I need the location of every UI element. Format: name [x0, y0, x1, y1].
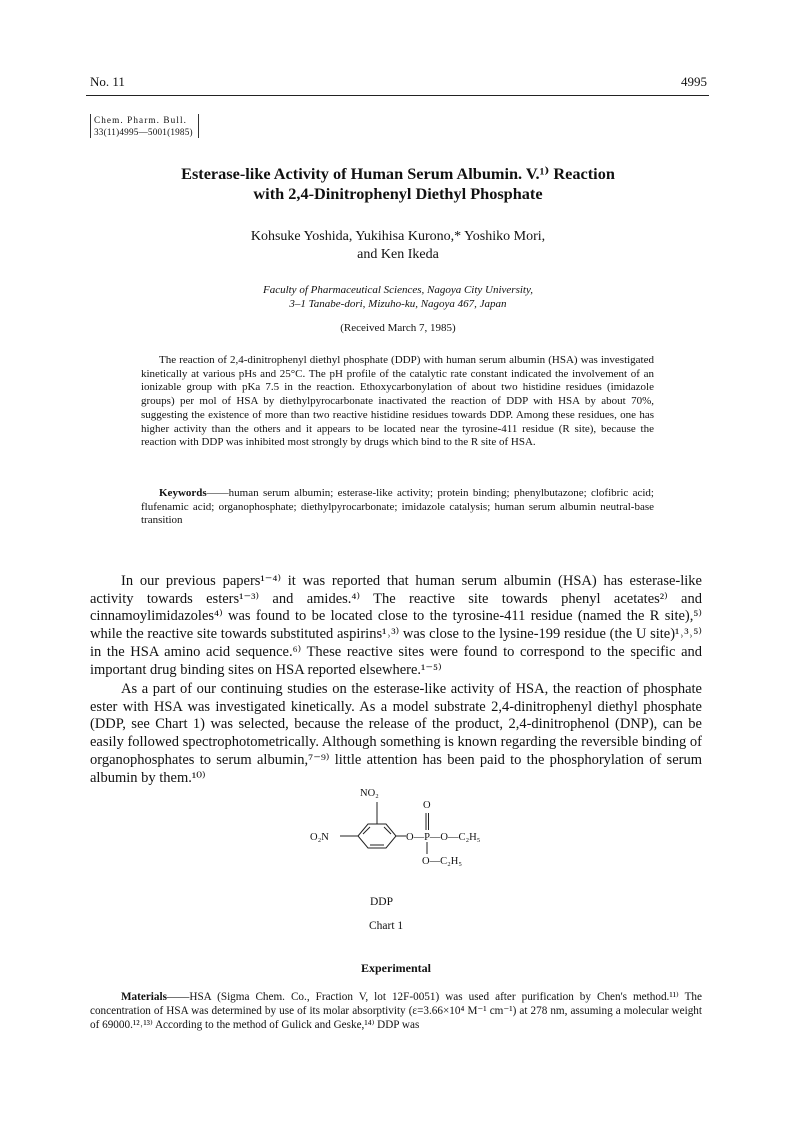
affiliation-line-2: 3–1 Tanabe-dori, Mizuho-ku, Nagoya 467, Japan [289, 298, 507, 310]
keywords-text: ——human serum albumin; esterase-like activity; protein binding; phenylbutazone; clofibric acid; flufenamic acid; organophosphate; diethylpyrocarbonate; imidazole catalysis; human serum albumin neutral-base transition [141, 487, 654, 527]
article-title [88, 164, 708, 204]
ethoxy-label: O—C₂H₅ [422, 856, 462, 867]
received-date: (Received March 7, 1985) [340, 322, 456, 334]
phosphate-chain-label: O—P—O—C₂H₅ [406, 832, 481, 843]
page-number: 4995 [681, 74, 707, 89]
experimental-heading: Experimental [361, 961, 431, 975]
authors-line-2: and Ken Ikeda [357, 247, 439, 262]
header-rule [86, 95, 709, 96]
keywords [141, 487, 654, 528]
materials-label: Materials [121, 991, 167, 1003]
chart-caption: Chart 1 [369, 920, 404, 932]
citation-box [90, 114, 199, 138]
body-paragraph-2: As a part of our continuing studies on the esterase-like activity of HSA, the reaction of phosphate ester with HSA was investigated kinetically. As a model substrate 2,4-dinitrophenyl diethyl phosphate (DDP, see Chart 1) was selected, because the release of the product, 2,4-dinitrophenol (DNP), can be easily followed spectrophotometrically. Although something is known regarding the reversible binding of organophosphates to serum albumin,⁷⁻⁹⁾ little attention has been paid to the phosphorylation of serum albumin by them.¹⁰⁾ [90, 681, 702, 786]
oxo-label: O [423, 800, 431, 811]
citation-volume: 33(11)4995—5001(1985) [94, 127, 193, 137]
no2-label: NO₂ [360, 788, 379, 799]
author-list [88, 228, 708, 264]
title-line-1: Esterase-like Activity of Human Serum Albumin. V.¹⁾ Reaction [181, 164, 615, 183]
citation-journal: Chem. Pharm. Bull. [94, 115, 188, 125]
journal-issue: No. 11 [90, 74, 125, 89]
abstract: The reaction of 2,4-dinitrophenyl diethyl phosphate (DDP) with human serum albumin (HSA) was investigated kinetically at various pHs and 25°C. The pH profile of the catalytic rate constant indicated the involvement of an ionizable group with pKa 7.5 in the reaction. Ethoxycarbonylation of about two histidine residues (imidazole groups) per mol of HSA by diethylpyrocarbonate inactivated the reaction of DDP with HSA by about 70%, suggesting the existence of more than two reactive histidine residues towards DDP. Among these residues, one has higher activity than the others and it appears to be located near the tyrosine-411 residue (R site), because the reaction with DDP was inhibited most strongly by drugs which bind to the R site of HSA. [141, 354, 654, 449]
affiliation-line-1: Faculty of Pharmaceutical Sciences, Nagoya City University, [262, 284, 534, 296]
materials-text: ——HSA (Sigma Chem. Co., Fraction V, lot 12F-0051) was used after purification by Chen's method.¹¹⁾ The concentration of HSA was determined by use of its molar absorptivity (ε=3.66×10⁴ M⁻¹ cm⁻¹) at 278 nm, assuming a molecular weight of 69000.¹²˒¹³⁾ According to the method of Gulick and Geske,¹⁴⁾ DDP was [90, 991, 702, 1031]
title-line-2: with 2,4-Dinitrophenyl Diethyl Phosphate [253, 184, 543, 203]
authors-line-1: Kohsuke Yoshida, Yukihisa Kurono,* Yoshiko Mori, [250, 229, 546, 244]
ddp-structure [300, 780, 500, 880]
benzene-ring [358, 824, 396, 848]
affiliation [88, 283, 708, 311]
compound-name: DDP [370, 896, 394, 908]
body-paragraph-1: In our previous papers¹⁻⁴⁾ it was reported that human serum albumin (HSA) has esterase-like activity towards esters¹⁻³⁾ and amides.⁴⁾ The reactive site towards phenyl acetates²⁾ and cinnamoylimidazoles⁴⁾ was found to be located close to the tyrosine-411 residue (named the R site),⁵⁾ while the reactive site towards substituted aspirins¹˒³⁾ was close to the lysine-199 residue (the U site)¹˒³˒⁵⁾ in the HSA amino acid sequence.⁶⁾ These reactive sites were found to correspond to the specific and important drug binding sites on HSA reported elsewhere.¹⁻⁵⁾ [90, 573, 702, 678]
o2n-label: O₂N [310, 832, 329, 843]
materials-paragraph [90, 990, 702, 1032]
keywords-label: Keywords [159, 487, 207, 499]
